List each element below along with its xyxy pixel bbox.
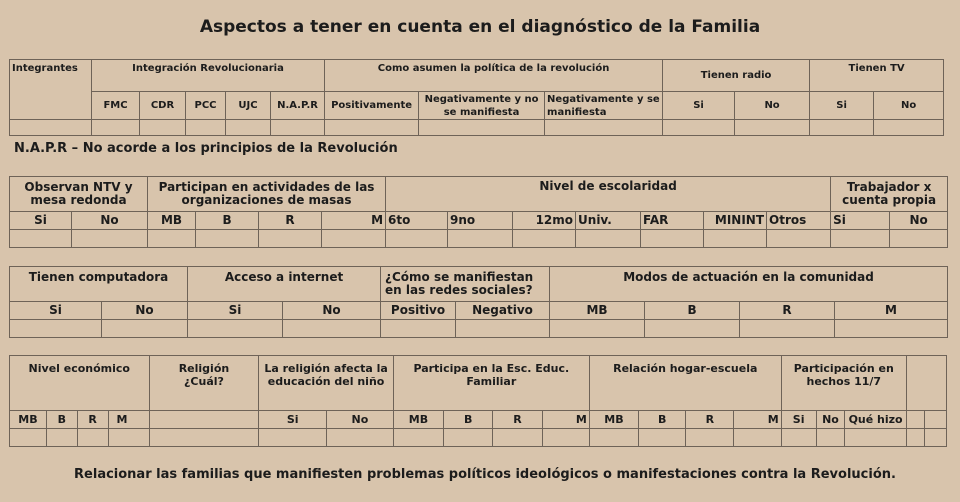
economy-religion-table bbox=[9, 355, 947, 447]
radio-header: Tienen radio bbox=[663, 60, 810, 92]
blank-cell[interactable] bbox=[283, 320, 381, 338]
educ-mb-header: MB bbox=[393, 411, 443, 429]
pcc-header: PCC bbox=[186, 92, 226, 120]
table-row bbox=[10, 120, 944, 136]
blank-cell[interactable] bbox=[140, 120, 186, 136]
hogar-header: Relación hogar-escuela bbox=[589, 356, 781, 411]
esc-otros-header: Otros bbox=[767, 212, 831, 230]
trabajador-header: Trabajador x cuenta propia bbox=[831, 177, 948, 212]
computadora-header: Tienen computadora bbox=[10, 267, 188, 302]
napr-note: N.A.P.R – No acorde a los principios de la Revolución bbox=[14, 141, 398, 156]
blank-cell[interactable] bbox=[148, 230, 196, 248]
radio-si-header: Si bbox=[663, 92, 735, 120]
blank-cell[interactable] bbox=[149, 429, 259, 447]
blank-cell[interactable] bbox=[545, 120, 663, 136]
napr-header: N.A.P.R bbox=[271, 92, 325, 120]
modos-mb-header: MB bbox=[550, 302, 645, 320]
esc-minint-header: MININT bbox=[704, 212, 767, 230]
blank-cell[interactable] bbox=[740, 320, 835, 338]
page-title: Aspectos a tener en cuenta en el diagnóstico de la Familia bbox=[199, 17, 761, 37]
blank-cell[interactable] bbox=[576, 230, 641, 248]
positivo-header: Positivo bbox=[381, 302, 456, 320]
blank-cell[interactable] bbox=[639, 429, 686, 447]
positivamente-header: Positivamente bbox=[325, 92, 419, 120]
blank-cell[interactable] bbox=[550, 320, 645, 338]
blank-cell[interactable] bbox=[816, 429, 845, 447]
redes-header: ¿Cómo se manifiestan en las redes sociales? bbox=[381, 267, 550, 302]
politica-header: Como asumen la política de la revolución bbox=[325, 60, 663, 92]
ntv-header: Observan NTV y mesa redonda bbox=[10, 177, 148, 212]
negativamente-no-header: Negativamente y no se manifiesta bbox=[419, 92, 545, 120]
ntv-no-header: No bbox=[72, 212, 148, 230]
comp-si-header: Si bbox=[10, 302, 102, 320]
ntv-si-header: Si bbox=[10, 212, 72, 230]
esc-far-header: FAR bbox=[641, 212, 704, 230]
negativamente-si-header: Negativamente y se manifiesta bbox=[545, 92, 663, 120]
tv-header: Tienen TV bbox=[810, 60, 944, 92]
blank-cell[interactable] bbox=[781, 429, 816, 447]
fmc-header: FMC bbox=[92, 92, 140, 120]
technology-table bbox=[9, 266, 948, 338]
esc-6to-header: 6to bbox=[386, 212, 448, 230]
act-m-header: M bbox=[322, 212, 386, 230]
hechos-no-header: No bbox=[816, 411, 845, 429]
blank-cell[interactable] bbox=[831, 230, 890, 248]
blank-cell[interactable] bbox=[444, 429, 493, 447]
blank-cell[interactable] bbox=[186, 120, 226, 136]
integrantes-header: Integrantes bbox=[10, 60, 92, 120]
blank-cell[interactable] bbox=[10, 429, 47, 447]
internet-si-header: Si bbox=[188, 302, 283, 320]
blank-cell[interactable] bbox=[108, 429, 149, 447]
educ-r-header: R bbox=[493, 411, 542, 429]
economico-header: Nivel económico bbox=[10, 356, 150, 411]
blank-cell[interactable] bbox=[589, 429, 638, 447]
afecta-no-header: No bbox=[327, 411, 394, 429]
blank-cell[interactable] bbox=[542, 429, 589, 447]
blank-cell[interactable] bbox=[393, 429, 443, 447]
internet-header: Acceso a internet bbox=[188, 267, 381, 302]
blank-cell[interactable] bbox=[686, 429, 734, 447]
escolaridad-header: Nivel de escolaridad bbox=[386, 177, 831, 212]
esc-12mo-header: 12mo bbox=[513, 212, 576, 230]
activities-table bbox=[9, 176, 948, 248]
blank-cell[interactable] bbox=[271, 120, 325, 136]
blank-cell[interactable] bbox=[188, 320, 283, 338]
afecta-si-header: Si bbox=[259, 411, 327, 429]
modos-header: Modos de actuación en la comunidad bbox=[550, 267, 948, 302]
act-b-header: B bbox=[196, 212, 259, 230]
blank-cell[interactable] bbox=[641, 230, 704, 248]
blank-cell bbox=[906, 356, 946, 411]
blank-cell[interactable] bbox=[381, 320, 456, 338]
hechos-si-header: Si bbox=[781, 411, 816, 429]
blank-cell[interactable] bbox=[72, 230, 148, 248]
blank-cell[interactable] bbox=[835, 320, 948, 338]
blank-cell[interactable] bbox=[704, 230, 767, 248]
eco-b-header: B bbox=[46, 411, 77, 429]
blank-cell[interactable] bbox=[890, 230, 948, 248]
trab-no-header: No bbox=[890, 212, 948, 230]
religion-header: Religión ¿Cuál? bbox=[149, 356, 259, 411]
blank-cell[interactable] bbox=[46, 429, 77, 447]
eco-mb-header: MB bbox=[10, 411, 47, 429]
eco-r-header: R bbox=[77, 411, 108, 429]
comp-no-header: No bbox=[102, 302, 188, 320]
blank-cell[interactable] bbox=[10, 320, 102, 338]
radio-no-header: No bbox=[735, 92, 810, 120]
modos-b-header: B bbox=[645, 302, 740, 320]
blank-cell[interactable] bbox=[77, 429, 108, 447]
negativo-header: Negativo bbox=[456, 302, 550, 320]
esc-univ-header: Univ. bbox=[576, 212, 641, 230]
blank-cell[interactable] bbox=[663, 120, 735, 136]
blank-cell[interactable] bbox=[735, 120, 810, 136]
blank-cell[interactable] bbox=[259, 429, 327, 447]
blank-cell[interactable] bbox=[386, 230, 448, 248]
blank-cell[interactable] bbox=[734, 429, 781, 447]
ujc-header: UJC bbox=[226, 92, 271, 120]
blank-cell[interactable] bbox=[10, 120, 92, 136]
integracion-header: Integración Revolucionaria bbox=[92, 60, 325, 92]
eco-m-header: M bbox=[108, 411, 149, 429]
esc-educ-header: Participa en la Esc. Educ. Familiar bbox=[393, 356, 589, 411]
blank-cell[interactable] bbox=[325, 120, 419, 136]
afecta-header: La religión afecta la educación del niño bbox=[259, 356, 393, 411]
blank-cell[interactable] bbox=[419, 120, 545, 136]
esc-9no-header: 9no bbox=[448, 212, 513, 230]
blank-cell[interactable] bbox=[845, 429, 907, 447]
hechos-header: Participación en hechos 11/7 bbox=[781, 356, 906, 411]
act-r-header: R bbox=[259, 212, 322, 230]
blank-cell[interactable] bbox=[226, 120, 271, 136]
family-integration-table bbox=[9, 59, 944, 136]
table-row bbox=[10, 429, 947, 447]
que-hizo-header: Qué hizo bbox=[845, 411, 907, 429]
internet-no-header: No bbox=[283, 302, 381, 320]
blank-cell[interactable] bbox=[906, 429, 924, 447]
blank-cell[interactable] bbox=[874, 120, 944, 136]
modos-r-header: R bbox=[740, 302, 835, 320]
blank-cell[interactable] bbox=[10, 230, 72, 248]
religion-cual-cell[interactable] bbox=[149, 411, 259, 429]
blank-cell[interactable] bbox=[448, 230, 513, 248]
blank-cell[interactable] bbox=[456, 320, 550, 338]
hogar-b-header: B bbox=[639, 411, 686, 429]
trab-si-header: Si bbox=[831, 212, 890, 230]
educ-m-header: M bbox=[542, 411, 589, 429]
blank-cell[interactable] bbox=[925, 429, 947, 447]
blank-cell[interactable] bbox=[493, 429, 542, 447]
blank-cell[interactable] bbox=[810, 120, 874, 136]
actividades-header: Participan en actividades de las organizaciones de masas bbox=[148, 177, 386, 212]
modos-m-header: M bbox=[835, 302, 948, 320]
blank-cell bbox=[906, 411, 924, 429]
table-row bbox=[10, 320, 948, 338]
blank-cell[interactable] bbox=[327, 429, 394, 447]
footer-instruction: Relacionar las familias que manifiesten problemas políticos ideológicos o manifestaciones contra la Revolución. bbox=[74, 467, 896, 482]
blank-cell[interactable] bbox=[513, 230, 576, 248]
table-row bbox=[10, 230, 948, 248]
tv-no-header: No bbox=[874, 92, 944, 120]
tv-si-header: Si bbox=[810, 92, 874, 120]
blank-cell[interactable] bbox=[767, 230, 831, 248]
hogar-mb-header: MB bbox=[589, 411, 638, 429]
act-mb-header: MB bbox=[148, 212, 196, 230]
hogar-r-header: R bbox=[686, 411, 734, 429]
blank-cell bbox=[925, 411, 947, 429]
blank-cell[interactable] bbox=[92, 120, 140, 136]
blank-cell[interactable] bbox=[645, 320, 740, 338]
blank-cell[interactable] bbox=[322, 230, 386, 248]
cdr-header: CDR bbox=[140, 92, 186, 120]
blank-cell[interactable] bbox=[102, 320, 188, 338]
blank-cell[interactable] bbox=[259, 230, 322, 248]
blank-cell[interactable] bbox=[196, 230, 259, 248]
educ-b-header: B bbox=[444, 411, 493, 429]
hogar-m-header: M bbox=[734, 411, 781, 429]
